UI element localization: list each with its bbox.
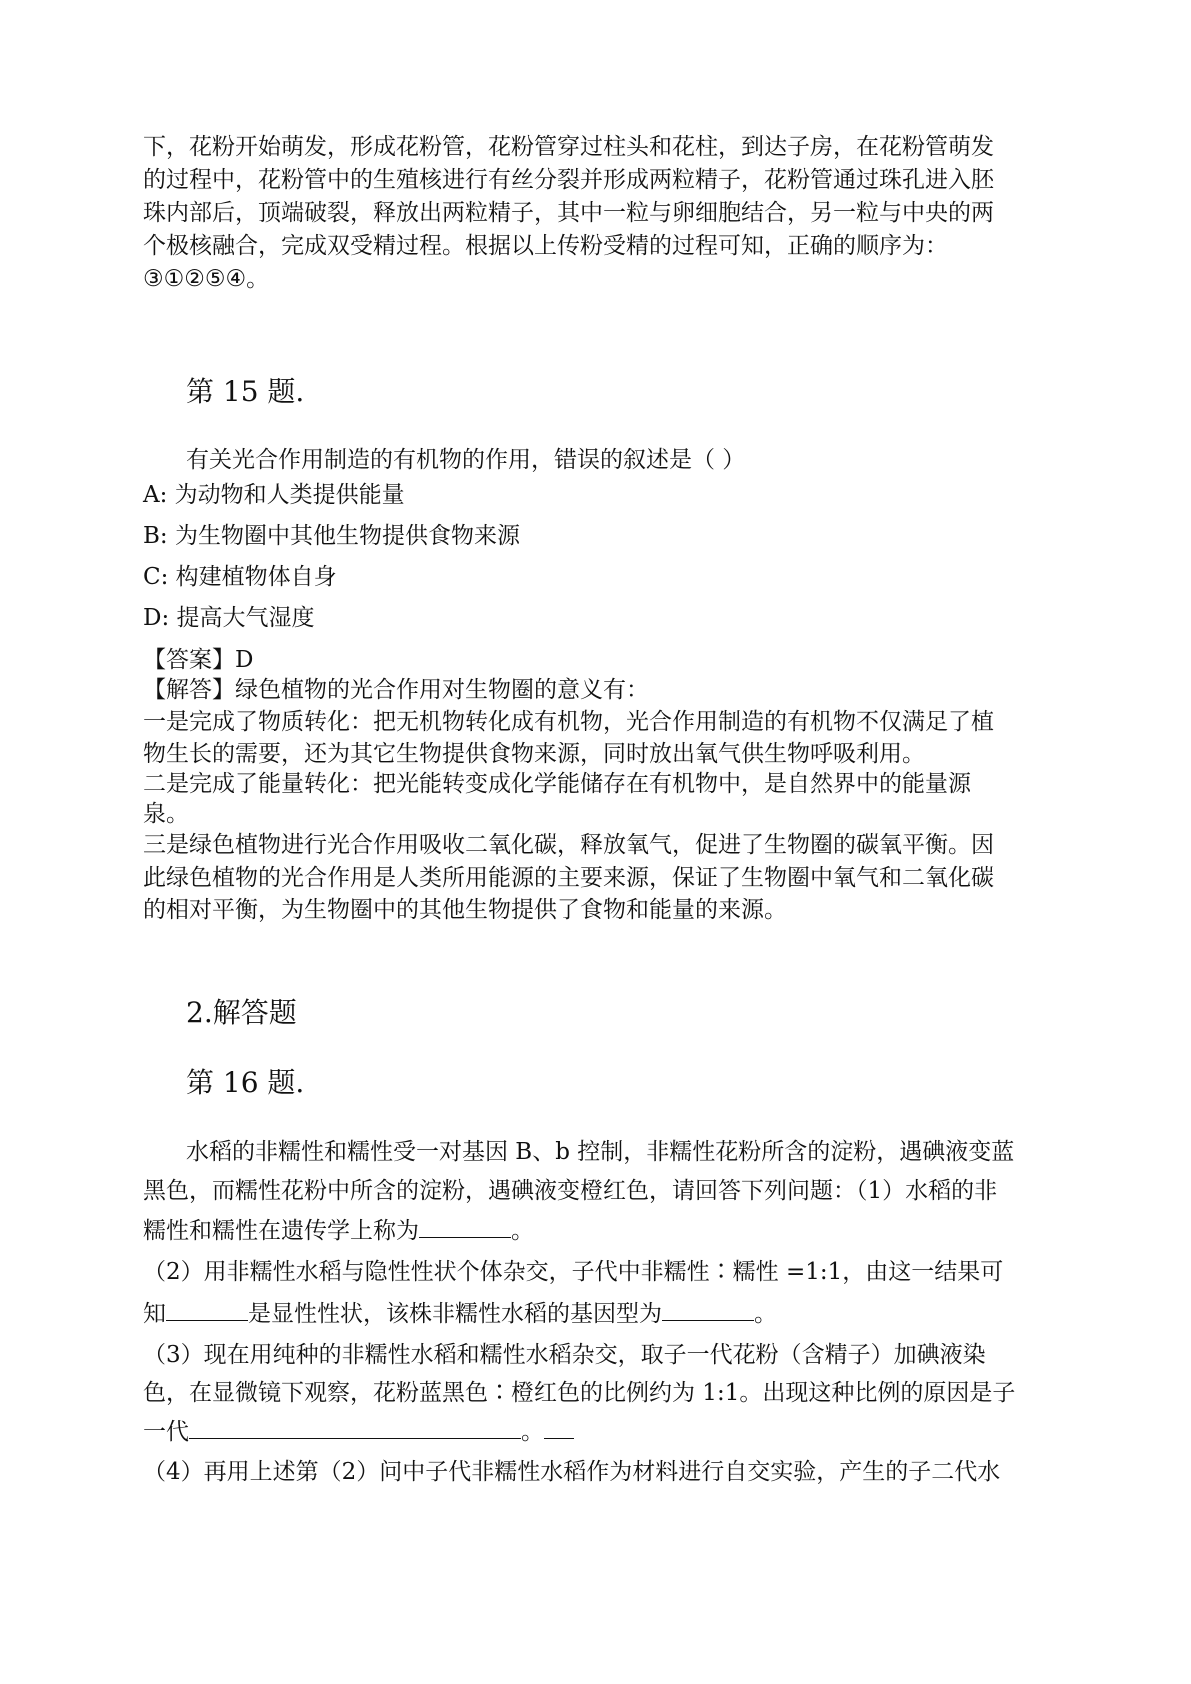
question-15-explanation-line: 此绿色植物的光合作用是人类所用能源的主要来源，保证了生物圈中氧气和二氧化碳 [143, 865, 994, 891]
question-15-option-c: C: 构建植物体自身 [143, 564, 337, 590]
prev-answer-line: 下，花粉开始萌发，形成花粉管，花粉管穿过柱头和花柱，到达子房，在花粉管萌发 [143, 134, 994, 160]
prev-answer-line: 的过程中，花粉管中的生殖核进行有丝分裂并形成两粒精子，花粉管通过珠孔进入胚 [143, 167, 994, 193]
answer-blank [419, 1215, 511, 1238]
question-15-explanation-line: 的相对平衡，为生物圈中的其他生物提供了食物和能量的来源。 [143, 897, 787, 923]
question-15-explanation-line: 三是绿色植物进行光合作用吸收二氧化碳，释放氧气，促进了生物圈的碳氧平衡。因 [143, 832, 994, 858]
question-16-line: （3）现在用纯种的非糯性水稻和糯性水稻杂交，取子一代花粉（含精子）加碘液染 [143, 1342, 986, 1368]
question-16-text: 糯性和糯性在遗传学上称为 [143, 1218, 419, 1244]
question-16-text: 是显性性状，该株非糯性水稻的基因型为 [248, 1301, 662, 1327]
answer-blank [662, 1298, 754, 1321]
question-16-line [143, 1416, 574, 1447]
question-15-option-b: B: 为生物圈中其他生物提供食物来源 [143, 523, 520, 549]
question-16-text: 一代 [143, 1419, 189, 1445]
question-16-line: （2）用非糯性水稻与隐性性状个体杂交，子代中非糯性∶糯性 =1:1，由这一结果可 [143, 1259, 1004, 1285]
question-15-option-a: A: 为动物和人类提供能量 [143, 482, 405, 508]
question-16-text: 。 [521, 1419, 544, 1445]
prev-answer-line: ③①②⑤④。 [143, 266, 270, 292]
question-15-stem: 有关光合作用制造的有机物的作用，错误的叙述是（ ） [186, 447, 746, 473]
prev-answer-line: 珠内部后，顶端破裂，释放出两粒精子，其中一粒与卵细胞结合，另一粒与中央的两 [143, 200, 994, 226]
question-15-explanation-line: 【解答】绿色植物的光合作用对生物圈的意义有： [143, 677, 649, 703]
question-15-explanation-line: 泉。 [143, 801, 189, 827]
question-15-option-d: D: 提高大气湿度 [143, 605, 315, 631]
answer-blank [166, 1298, 248, 1321]
question-16-heading: 第 16 题. [186, 1066, 305, 1099]
answer-blank [189, 1416, 521, 1439]
section-heading: 2.解答题 [186, 996, 297, 1029]
question-16-line [143, 1215, 534, 1246]
question-16-line [143, 1298, 777, 1329]
question-15-explanation-line: 二是完成了能量转化：把光能转变成化学能储存在有机物中，是自然界中的能量源 [143, 771, 971, 797]
question-15-explanation-line: 物生长的需要，还为其它生物提供食物来源，同时放出氧气供生物呼吸利用。 [143, 741, 925, 767]
question-15-answer: 【答案】D [143, 647, 254, 673]
question-16-text: 。 [511, 1218, 534, 1244]
question-15-heading: 第 15 题. [186, 375, 305, 408]
prev-answer-line: 个极核融合，完成双受精过程。根据以上传粉受精的过程可知，正确的顺序为： [143, 233, 948, 259]
question-16-line: 水稻的非糯性和糯性受一对基因 B、b 控制，非糯性花粉所含的淀粉，遇碘液变蓝 [186, 1139, 1015, 1165]
question-16-text: 。 [754, 1301, 777, 1327]
question-15-explanation-line: 一是完成了物质转化：把无机物转化成有机物，光合作用制造的有机物不仅满足了植 [143, 709, 994, 735]
question-16-line: 色，在显微镜下观察，花粉蓝黑色∶橙红色的比例约为 1:1。出现这种比例的原因是子 [143, 1380, 1016, 1406]
answer-blank [544, 1416, 574, 1439]
question-16-line: （4）再用上述第（2）问中子代非糯性水稻作为材料进行自交实验，产生的子二代水 [143, 1459, 1001, 1485]
question-16-text: 知 [143, 1301, 166, 1327]
question-16-line: 黑色，而糯性花粉中所含的淀粉，遇碘液变橙红色，请回答下列问题：（1）水稻的非 [143, 1178, 998, 1204]
